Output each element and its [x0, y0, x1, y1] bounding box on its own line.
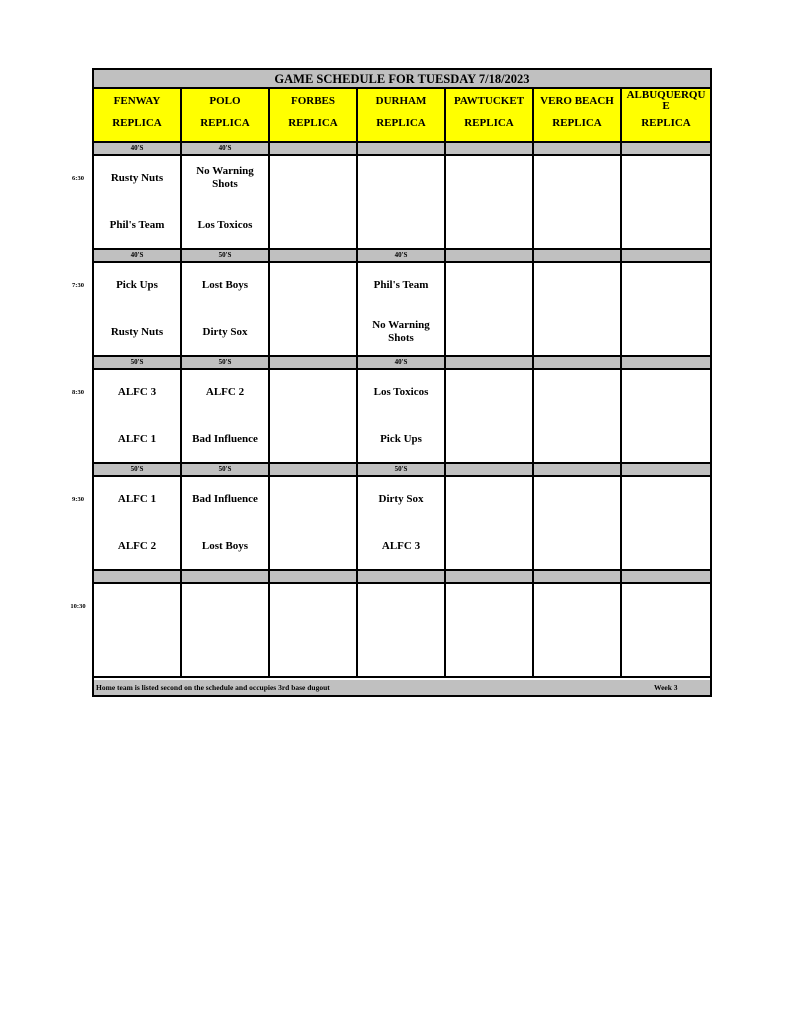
- division-label: [622, 357, 710, 370]
- game-cell: [182, 584, 270, 678]
- game-cell: [622, 370, 710, 464]
- visiting-team: No Warning Shots: [196, 165, 254, 190]
- division-label: [182, 571, 270, 584]
- division-label: [358, 571, 446, 584]
- game-cell: [182, 477, 270, 571]
- visiting-team: ALFC 1: [117, 492, 157, 505]
- field-subtitle: REPLICA: [464, 117, 514, 129]
- visiting-team: Phil's Team: [373, 278, 429, 291]
- visiting-team: Los Toxicos: [373, 385, 429, 398]
- division-label: [270, 250, 358, 263]
- division-label: [94, 571, 182, 584]
- division-label: [446, 571, 534, 584]
- division-label: [270, 464, 358, 477]
- division-label: 50'S: [94, 357, 182, 370]
- week-label: Week 3: [654, 683, 678, 692]
- visiting-team: ALFC 3: [117, 385, 157, 398]
- game-cell: [270, 477, 358, 571]
- game-cell: [94, 584, 182, 678]
- game-cell: [270, 263, 358, 357]
- game-cell: [446, 477, 534, 571]
- game-cell: [622, 477, 710, 571]
- home-team: Dirty Sox: [202, 325, 248, 338]
- game-cell: [446, 263, 534, 357]
- game-cell: [622, 156, 710, 250]
- visiting-team: Bad Influence: [192, 492, 258, 505]
- home-team: ALFC 1: [117, 432, 157, 445]
- field-subtitle: REPLICA: [200, 117, 250, 129]
- field-header: [270, 89, 358, 143]
- division-label: [270, 571, 358, 584]
- division-label: [534, 464, 622, 477]
- home-team: No Warning Shots: [372, 319, 430, 344]
- division-label: 40'S: [358, 250, 446, 263]
- division-label: [270, 143, 358, 156]
- time-slot-label: 6:30: [72, 175, 84, 182]
- game-cell: [534, 477, 622, 571]
- schedule-footer: [94, 680, 710, 695]
- game-cell: [446, 370, 534, 464]
- game-cell: [358, 370, 446, 464]
- division-label: [446, 143, 534, 156]
- time-slot-label: 9:30: [72, 496, 84, 503]
- division-label: 40'S: [358, 357, 446, 370]
- game-cell: [270, 584, 358, 678]
- game-cell: [358, 584, 446, 678]
- field-name: PAWTUCKET: [453, 95, 525, 107]
- field-name: ALBUQUERQU E: [626, 89, 706, 112]
- division-label: [446, 357, 534, 370]
- schedule-sheet: [92, 68, 712, 697]
- field-subtitle: REPLICA: [552, 117, 602, 129]
- division-label: [534, 143, 622, 156]
- field-header: [94, 89, 182, 143]
- field-name: FORBES: [290, 95, 335, 107]
- game-cell: [94, 370, 182, 464]
- division-label: [270, 357, 358, 370]
- field-subtitle: REPLICA: [376, 117, 426, 129]
- division-label: [534, 571, 622, 584]
- game-cell: [622, 263, 710, 357]
- game-cell: [270, 370, 358, 464]
- game-cell: [534, 370, 622, 464]
- time-slot-label: 8:30: [72, 389, 84, 396]
- game-cell: [94, 156, 182, 250]
- home-team: Los Toxicos: [197, 218, 253, 231]
- field-header: [534, 89, 622, 143]
- field-name: DURHAM: [375, 95, 427, 107]
- division-label: [622, 250, 710, 263]
- division-label: 40'S: [94, 250, 182, 263]
- home-team: ALFC 2: [117, 539, 157, 552]
- division-label: [622, 571, 710, 584]
- visiting-team: ALFC 2: [205, 385, 245, 398]
- visiting-team: Lost Boys: [201, 278, 249, 291]
- division-label: 50'S: [182, 250, 270, 263]
- division-label: [534, 357, 622, 370]
- game-cell: [446, 584, 534, 678]
- field-header: [622, 89, 710, 143]
- home-team: Pick Ups: [380, 432, 422, 445]
- division-label: 50'S: [182, 464, 270, 477]
- field-subtitle: REPLICA: [112, 117, 162, 129]
- field-name: FENWAY: [113, 95, 161, 107]
- footer-note: Home team is listed second on the schedule and occupies 3rd base dugout: [96, 683, 330, 692]
- time-slot-label: 10:30: [70, 603, 86, 610]
- home-team: Phil's Team: [109, 218, 165, 231]
- home-team: Rusty Nuts: [110, 325, 164, 338]
- home-team: Bad Influence: [192, 432, 258, 445]
- game-cell: [182, 263, 270, 357]
- game-cell: [446, 156, 534, 250]
- home-team: ALFC 3: [381, 539, 421, 552]
- home-team: Lost Boys: [201, 539, 249, 552]
- division-label: 40'S: [182, 143, 270, 156]
- division-label: 50'S: [358, 464, 446, 477]
- division-label: [622, 464, 710, 477]
- game-cell: [182, 156, 270, 250]
- game-cell: [358, 156, 446, 250]
- division-label: 50'S: [94, 464, 182, 477]
- game-cell: [622, 584, 710, 678]
- schedule-title: GAME SCHEDULE FOR TUESDAY 7/18/2023: [94, 70, 710, 89]
- game-cell: [358, 477, 446, 571]
- division-label: [446, 250, 534, 263]
- division-label: [446, 464, 534, 477]
- game-cell: [534, 584, 622, 678]
- field-header: [358, 89, 446, 143]
- visiting-team: Pick Ups: [116, 278, 158, 291]
- game-cell: [94, 477, 182, 571]
- visiting-team: Rusty Nuts: [110, 171, 164, 184]
- field-subtitle: REPLICA: [288, 117, 338, 129]
- game-cell: [182, 370, 270, 464]
- division-label: 40'S: [94, 143, 182, 156]
- field-name: POLO: [209, 95, 241, 107]
- field-subtitle: REPLICA: [641, 117, 691, 129]
- game-cell: [270, 156, 358, 250]
- field-name: VERO BEACH: [540, 95, 614, 107]
- division-label: [622, 143, 710, 156]
- field-header: [446, 89, 534, 143]
- division-label: 50'S: [182, 357, 270, 370]
- game-cell: [534, 156, 622, 250]
- game-cell: [94, 263, 182, 357]
- field-header: [182, 89, 270, 143]
- division-label: [358, 143, 446, 156]
- visiting-team: Dirty Sox: [378, 492, 424, 505]
- time-slot-label: 7:30: [72, 282, 84, 289]
- game-cell: [358, 263, 446, 357]
- game-cell: [534, 263, 622, 357]
- division-label: [534, 250, 622, 263]
